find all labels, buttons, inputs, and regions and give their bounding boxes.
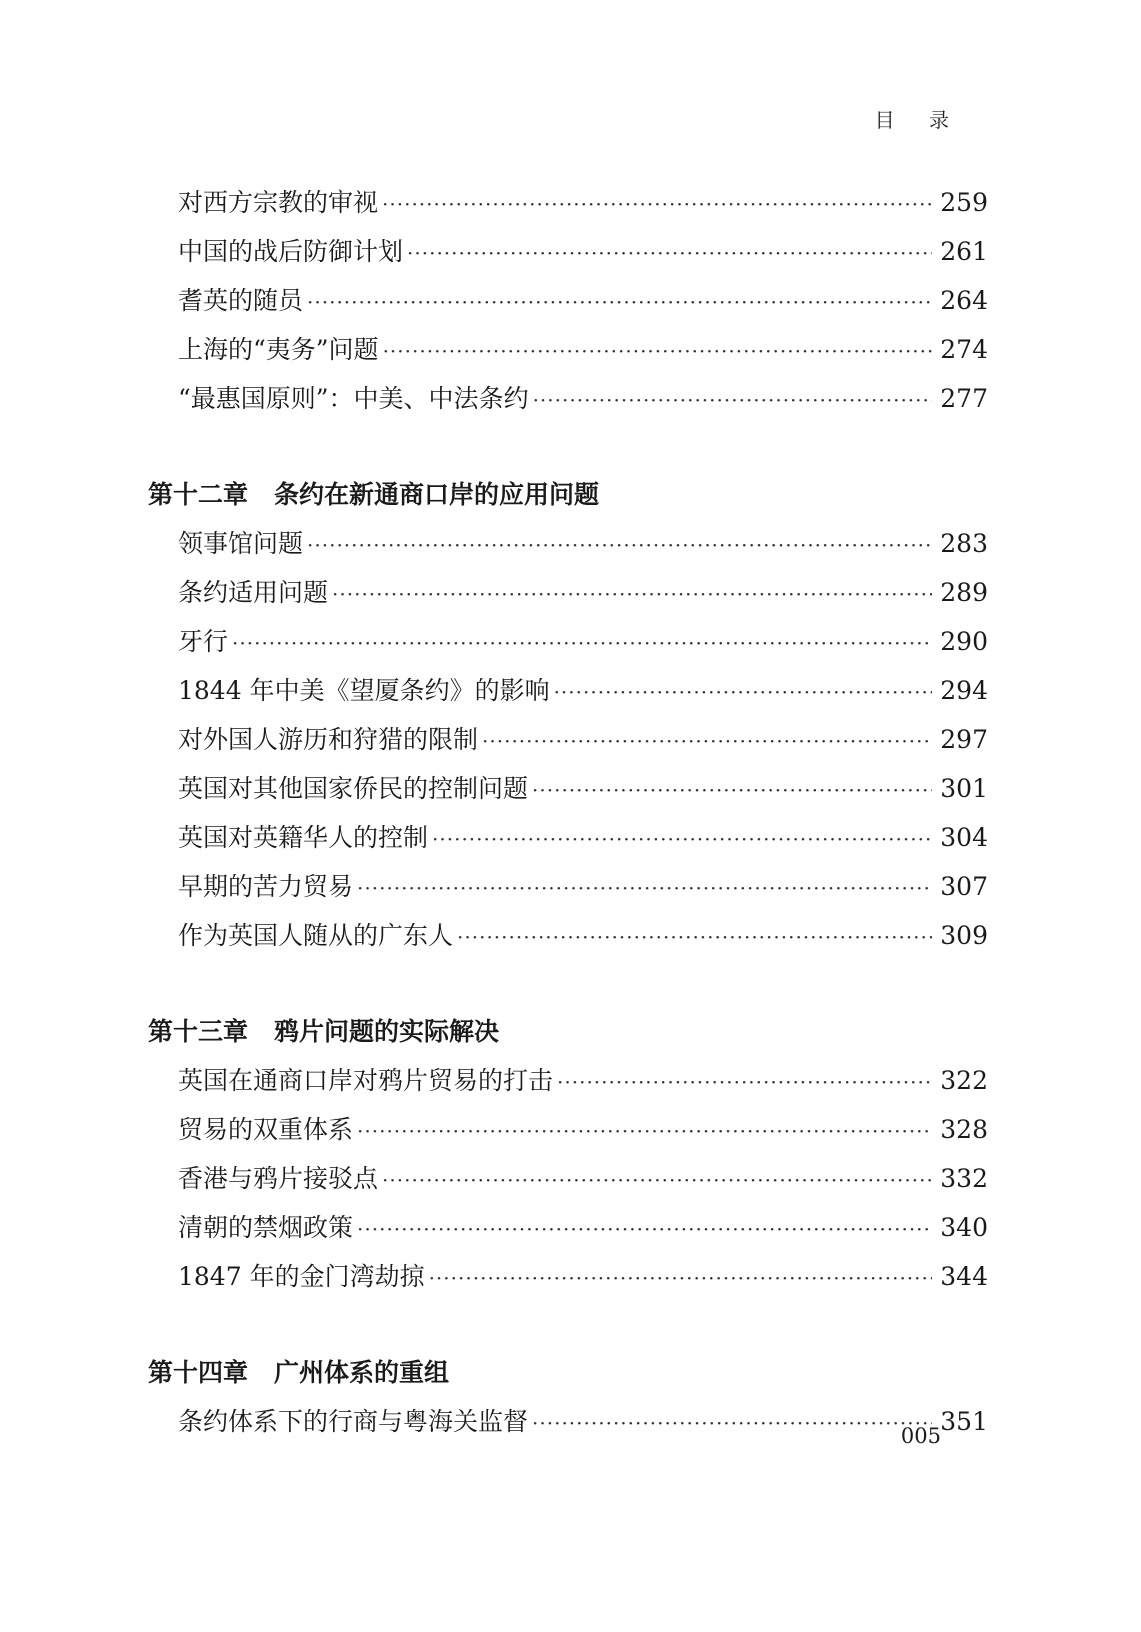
toc-entry-page: 304 xyxy=(940,823,988,852)
dot-leader xyxy=(232,619,932,668)
toc-entry-title: 对西方宗教的审视 xyxy=(178,188,379,217)
toc-entry xyxy=(148,519,988,568)
chapter-title: 广州体系的重组 xyxy=(274,1358,450,1387)
toc-entry-title: 对外国人游历和狩猎的限制 xyxy=(178,725,479,754)
dot-leader xyxy=(357,1107,932,1156)
chapter-title: 鸦片问题的实际解决 xyxy=(274,1017,500,1046)
toc-entry-title: 耆英的随员 xyxy=(178,286,304,315)
chapter-number: 第十二章 xyxy=(148,480,249,509)
toc-entry xyxy=(148,178,988,227)
dot-leader xyxy=(382,180,932,229)
dot-leader xyxy=(457,913,932,962)
toc-entry xyxy=(148,276,988,325)
chapter-heading xyxy=(148,1007,988,1056)
chapter-number: 第十四章 xyxy=(148,1358,249,1387)
toc-entry-page: 259 xyxy=(940,188,988,217)
toc-entry-title: 中国的战后防御计划 xyxy=(178,237,404,266)
toc-entry-page: 340 xyxy=(940,1213,988,1242)
toc-entry-page: 309 xyxy=(940,921,988,950)
dot-leader xyxy=(332,570,932,619)
dot-leader xyxy=(432,815,932,864)
chapter-heading xyxy=(148,470,988,519)
toc-entry-page: 261 xyxy=(940,237,988,266)
chapter-title: 条约在新通商口岸的应用问题 xyxy=(274,480,600,509)
dot-leader xyxy=(407,229,932,278)
dot-leader xyxy=(307,278,932,327)
toc-entry-page: 289 xyxy=(940,578,988,607)
page-number: 005 xyxy=(900,1424,941,1448)
running-head: 目 录 xyxy=(874,108,963,132)
toc-entry xyxy=(148,1056,988,1105)
toc-entry-title: 清朝的禁烟政策 xyxy=(178,1213,354,1242)
toc-entry-page: 283 xyxy=(940,529,988,558)
toc-entry-title: 香港与鸦片接驳点 xyxy=(178,1164,379,1193)
toc-entry xyxy=(148,862,988,911)
toc-entry xyxy=(148,1105,988,1154)
toc-entry-page: 328 xyxy=(940,1115,988,1144)
toc-entry xyxy=(148,568,988,617)
dot-leader xyxy=(383,327,933,376)
toc-entry-page: 344 xyxy=(940,1262,988,1291)
toc-entry-title: 1847 年的金门湾劫掠 xyxy=(178,1262,425,1291)
dot-leader xyxy=(557,1058,932,1107)
dot-leader xyxy=(482,717,932,766)
toc-entry-title: 领事馆问题 xyxy=(178,529,304,558)
dot-leader xyxy=(532,766,932,815)
toc-entry-page: 274 xyxy=(940,335,988,364)
toc-entry-page: 277 xyxy=(940,384,988,413)
toc-entry-title: 条约适用问题 xyxy=(178,578,329,607)
toc-entry-page: 290 xyxy=(940,627,988,656)
chapter-heading xyxy=(148,1348,988,1397)
toc-entry-title: 条约体系下的行商与粤海关监督 xyxy=(178,1407,529,1436)
dot-leader xyxy=(532,1399,932,1448)
dot-leader xyxy=(429,1254,933,1303)
toc-entry xyxy=(148,1154,988,1203)
toc-entry xyxy=(148,813,988,862)
toc-entry xyxy=(148,715,988,764)
toc-entry-title: 贸易的双重体系 xyxy=(178,1115,354,1144)
toc-entry xyxy=(148,374,988,423)
toc-entry xyxy=(148,1203,988,1252)
dot-leader xyxy=(307,521,932,570)
toc-entry-title: 牙行 xyxy=(178,627,229,656)
table-of-contents xyxy=(148,178,988,1446)
toc-entry xyxy=(148,617,988,666)
toc-entry xyxy=(148,1397,988,1446)
toc-entry xyxy=(148,666,988,715)
toc-entry-title: 作为英国人随从的广东人 xyxy=(178,921,454,950)
dot-leader xyxy=(554,668,933,717)
toc-entry xyxy=(148,764,988,813)
toc-entry-title: 1844 年中美《望厦条约》的影响 xyxy=(178,676,550,705)
toc-entry-page: 332 xyxy=(940,1164,988,1193)
toc-entry xyxy=(148,325,988,374)
toc-entry-title: 英国对其他国家侨民的控制问题 xyxy=(178,774,529,803)
toc-entry-page: 351 xyxy=(940,1407,988,1436)
toc-entry xyxy=(148,911,988,960)
toc-entry-title: 英国在通商口岸对鸦片贸易的打击 xyxy=(178,1066,554,1095)
dot-leader xyxy=(357,864,932,913)
toc-entry-title: “最惠国原则”：中美、中法条约 xyxy=(178,384,529,413)
dot-leader xyxy=(357,1205,932,1254)
dot-leader xyxy=(382,1156,932,1205)
dot-leader xyxy=(533,376,933,425)
toc-entry-title: 上海的“夷务”问题 xyxy=(178,335,379,364)
chapter-number: 第十三章 xyxy=(148,1017,249,1046)
toc-entry-page: 297 xyxy=(940,725,988,754)
toc-entry-page: 264 xyxy=(940,286,988,315)
toc-entry-title: 早期的苦力贸易 xyxy=(178,872,354,901)
toc-entry xyxy=(148,227,988,276)
toc-entry xyxy=(148,1252,988,1301)
toc-entry-page: 301 xyxy=(940,774,988,803)
toc-entry-page: 307 xyxy=(940,872,988,901)
toc-entry-page: 322 xyxy=(940,1066,988,1095)
toc-entry-page: 294 xyxy=(940,676,988,705)
toc-entry-title: 英国对英籍华人的控制 xyxy=(178,823,429,852)
